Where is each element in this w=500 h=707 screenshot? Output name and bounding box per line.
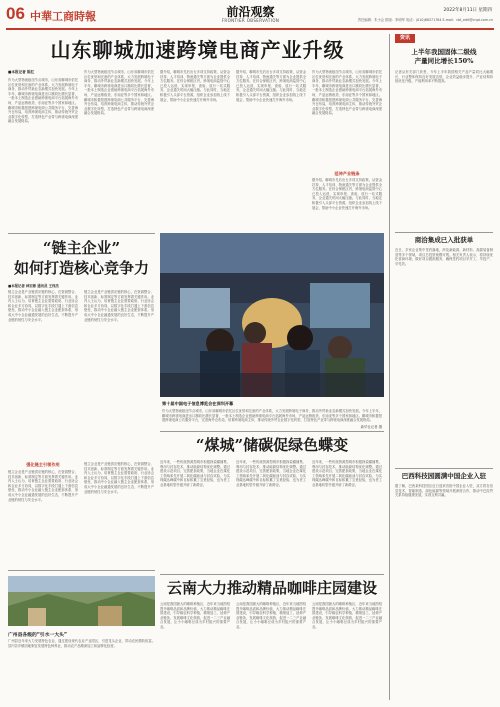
divider-story2-top — [8, 233, 155, 234]
main-body-col5: 作为大型物流枢纽节点城市，山东省聊城市依托区位优势和完备的产业体系，大力发展跨境电子商务，推动外贸新业态新模式加快发展。今年上半年，聊城市跨境电商进出口额同比增长显著，一批本土制造企业借助跨境电商平台拓展海外市场，产品远销欧美、东南亚等多个国家和地区。聊城市积极搭建跨境电商公共服务平台，完善海外仓布局，培育跨境电商主体，推动传统外贸企业数字化转型，打造特色产业带与跨境电商深度融合发展格局。 — [312, 70, 382, 116]
main-body-col5b: 据介绍，聊城市先后出台多项支持政策，从资金扶持、人才培训、物流通关等方面为企业提供全方位服务。在综合保税区内，跨境电商监管中心已投入运营，实现申报、查验、放行一站式服务，企业通关时间大幅压缩。与此同时，当地还积极引入头部平台资源，组织企业参加线上线下展会，帮助中小企业快速打开海外市场。 — [312, 178, 382, 210]
divider-story3-top — [160, 431, 384, 432]
expo-photo-image — [160, 233, 384, 397]
right-column-tag: 资讯 — [395, 34, 415, 43]
right-body2: 近日，多家企业集中签约落地，涉及新能源、新材料、高端装备制造等多个领域，项目总投资规模可观。相关负责人表示，将持续优化营商环境，做好项目跟踪服务，确保签约项目早开工、早投产、早见效。 — [395, 248, 493, 266]
story3-body-col1: 近年来，一些传统资源型城市积极探索碳捕集、利用与封存技术，推动能源结构优化调整。通过建设示范项目、完善配套政策，当地企业在煤化工领域率先开展二氧化碳驱油与封存试验，为实现碳达峰碳中和目标积累了宝贵经验，也为老工业基地转型升级开辟了新路径。 — [160, 460, 230, 487]
divider-story4-top — [160, 574, 384, 575]
main-headline: 山东聊城加速跨境电商产业升级 — [50, 38, 345, 62]
section-title-cn: 前沿观察 — [226, 5, 275, 19]
right-headline2: 商洽集成已入批获单 — [414, 236, 474, 244]
right-headline3: 巴西科技园圆满中国企业入驻 — [401, 472, 487, 480]
story2-byline: ■本报记者 林宏彬 通讯员 王伟杰 — [8, 284, 59, 288]
main-body-col1: 作为大型物流枢纽节点城市，山东省聊城市依托区位优势和完备的产业体系，大力发展跨境电子商务，推动外贸新业态新模式加快发展。今年上半年，聊城市跨境电商进出口额同比增长显著，一批本土制造企业借助跨境电商平台拓展海外市场，产品远销欧美、东南亚等多个国家和地区。聊城市积极搭建跨境电商公共服务平台，完善海外仓布局，培育跨境电商主体，推动传统外贸企业数字化转型，打造特色产业带与跨境电商深度融合发展格局。 — [8, 78, 78, 124]
story3-body-col2: 近年来，一些传统资源型城市积极探索碳捕集、利用与封存技术，推动能源结构优化调整。通过建设示范项目、完善配套政策，当地企业在煤化工领域率先开展二氧化碳驱油与封存试验，为实现碳达峰碳中和目标积累了宝贵经验，也为老工业基地转型升级开辟了新路径。 — [236, 460, 306, 487]
right-headline1-line1: 上半年我国固体二级线 — [411, 48, 477, 56]
story2-headline-line2: 如何打造核心竞争力 — [13, 259, 149, 277]
box-left-photo — [8, 576, 155, 626]
header-rule — [6, 28, 494, 30]
right-divider-2 — [395, 232, 493, 233]
box-left — [8, 570, 155, 701]
story4-body-col2: 云南是我国最大的咖啡种植区，近年来当地围绕提升咖啡品质和品牌价值，大力推动精品咖啡庄园建设，引导咖农科学种植、精细加工，延伸产业链条，发展咖啡文化旅游，促进一二三产业融合发展，让小小咖啡豆成为乡村振兴的重要产业。 — [236, 602, 306, 629]
story4-headline: 云南大力推动精品咖啡庄园建设 — [166, 579, 377, 597]
story2-body-col2: 链主企业是产业链供应链的核心，在资源整合、技术创新、标准制定等方面发挥着关键作用。业内人士认为，培育链主企业需要政府、行业协会和企业多方协同，以数字化手段打通上下游信息壁垒，推动中小企业融入链主企业配套体系，形成大中小企业融通发展的良好生态，不断提升产业链的韧性与安全水平。 — [84, 290, 154, 322]
paper-name: 中華工商時報 — [30, 10, 96, 23]
story2-body-col2b: 链主企业是产业链供应链的核心，在资源整合、技术创新、标准制定等方面发挥着关键作用。业内人士认为，培育链主企业需要政府、行业协会和企业多方协同，以数字化手段打通上下游信息壁垒，推动中小企业融入链主企业配套体系，形成大中小企业融通发展的良好生态，不断提升产业链的韧性与安全水平。 — [84, 462, 154, 494]
story2-body-col1b: 链主企业是产业链供应链的核心，在资源整合、技术创新、标准制定等方面发挥着关键作用。业内人士认为，培育链主企业需要政府、行业协会和企业多方协同，以数字化手段打通上下游信息壁垒，推动中小企业融入链主企业配套体系，形成大中小企业融通发展的良好生态，不断提升产业链的韧性与安全水平。 — [8, 470, 78, 502]
right-column-divider — [389, 34, 390, 700]
main-byline: ■本报记者 陈红 — [8, 70, 35, 74]
story3-body-col3: 近年来，一些传统资源型城市积极探索碳捕集、利用与封存技术，推动能源结构优化调整。通过建设示范项目、完善配套政策，当地企业在煤化工领域率先开展二氧化碳驱油与封存试验，为实现碳达峰碳中和目标积累了宝贵经验，也为老工业基地转型升级开辟了新路径。 — [312, 460, 382, 487]
story4-body-col3: 云南是我国最大的咖啡种植区，近年来当地围绕提升咖啡品质和品牌价值，大力推动精品咖啡庄园建设，引导咖农科学种植、精细加工，延伸产业链条，发展咖啡文化旅游，促进一二三产业融合发展，让小小咖啡豆成为乡村振兴的重要产业。 — [312, 602, 382, 629]
expo-photo-caption: 第十届中国电子信息博览会在深圳开幕 — [162, 401, 234, 406]
main-subheading: 延伸产业链条 — [334, 171, 360, 176]
date-line: 2022年8月11日 星期四 — [443, 8, 492, 13]
story3-headline: “煤城”储碳促绿色蝶变 — [195, 436, 349, 454]
main-body-col2: 作为大型物流枢纽节点城市，山东省聊城市依托区位优势和完备的产业体系，大力发展跨境电子商务，推动外贸新业态新模式加快发展。今年上半年，聊城市跨境电商进出口额同比增长显著，一批本土制造企业借助跨境电商平台拓展海外市场，产品远销欧美、东南亚等多个国家和地区。聊城市积极搭建跨境电商公共服务平台，完善海外仓布局，培育跨境电商主体，推动传统外贸企业数字化转型，打造特色产业带与跨境电商深度融合发展格局。 — [84, 70, 154, 116]
main-body-col3: 据介绍，聊城市先后出台多项支持政策，从资金扶持、人才培训、物流通关等方面为企业提供全方位服务。在综合保税区内，跨境电商监管中心已投入运营，实现申报、查验、放行一站式服务，企业通关时间大幅压缩。与此同时，当地还积极引入头部平台资源，组织企业参加线上线下展会，帮助中小企业快速打开海外市场。 — [160, 70, 230, 102]
page-number: 06 — [6, 4, 25, 23]
story2-subheading: 强化链主引领作用 — [26, 462, 60, 467]
right-body3: 据了解，巴西某科技园区近日迎来首批中国企业入驻，双方将在信息技术、智能制造、绿色能源等领域开展深度合作，推动中巴经贸关系持续健康发展，实现互利共赢。 — [395, 484, 493, 498]
main-body-col4: 据介绍，聊城市先后出台多项支持政策，从资金扶持、人才培训、物流通关等方面为企业提供全方位服务。在综合保税区内，跨境电商监管中心已投入运营，实现申报、查验、放行一站式服务，企业通关时间大幅压缩。与此同时，当地还积极引入头部平台资源，组织企业参加线上线下展会，帮助中小企业快速打开海外市场。 — [236, 70, 306, 102]
editor-line: 责任编辑：朱小会 排版：李明军 电话：(010)88371784 E-mail：cbt_edit@cnpt.com.cn — [357, 18, 493, 22]
story2-headline-line1: “链主企业” — [42, 239, 121, 257]
page-header — [0, 0, 500, 30]
expo-photo — [160, 233, 384, 397]
right-divider-3 — [395, 468, 493, 469]
box-left-body: 广州县近年来大力发展特色农业，通过建设现代农业产业园区，引进龙头企业，带动农民增收致富。县内各乡镇因地制宜发展特色种养业，推动农产品精深加工和品牌化经营。 — [8, 639, 155, 648]
expo-photo-caption-body: 作为大型物流枢纽节点城市，山东省聊城市依托区位优势和完备的产业体系，大力发展跨境电子商务，推动外贸新业态新模式加快发展。今年上半年，聊城市跨境电商进出口额同比增长显著，一批本土制造企业借助跨境电商平台拓展海外市场，产品远销欧美、东南亚等多个国家和地区。聊城市积极搭建跨境电商公共服务平台，完善海外仓布局，培育跨境电商主体，推动传统外贸企业数字化转型，打造特色产业带与跨境电商深度融合发展格局。 — [162, 409, 382, 423]
right-headline1-line2: 产量同比增长150% — [414, 57, 474, 65]
right-body1: 记者从有关部门获悉，今年上半年我国相关产品产量同比大幅增长，行业整体保持良好发展态势，企业效益稳步提升，产业结构持续优化升级，产能利用率不断提高。 — [395, 70, 493, 84]
story2-body-col1: 链主企业是产业链供应链的核心，在资源整合、技术创新、标准制定等方面发挥着关键作用。业内人士认为，培育链主企业需要政府、行业协会和企业多方协同，以数字化手段打通上下游信息壁垒，推动中小企业融入链主企业配套体系，形成大中小企业融通发展的良好生态，不断提升产业链的韧性与安全水平。 — [8, 290, 78, 322]
story4-body-col1: 云南是我国最大的咖啡种植区，近年来当地围绕提升咖啡品质和品牌价值，大力推动精品咖啡庄园建设，引导咖农科学种植、精细加工，延伸产业链条，发展咖啡文化旅游，促进一二三产业融合发展，让小小咖啡豆成为乡村振兴的重要产业。 — [160, 602, 230, 629]
expo-photo-credit: 新华社记者 摄 — [360, 425, 382, 429]
box-left-title: 广州县各级的“引水一大头” — [8, 633, 68, 638]
box-left-photo-image — [8, 576, 155, 626]
section-title-en: FRONTIER OBSERVATION — [221, 18, 280, 23]
